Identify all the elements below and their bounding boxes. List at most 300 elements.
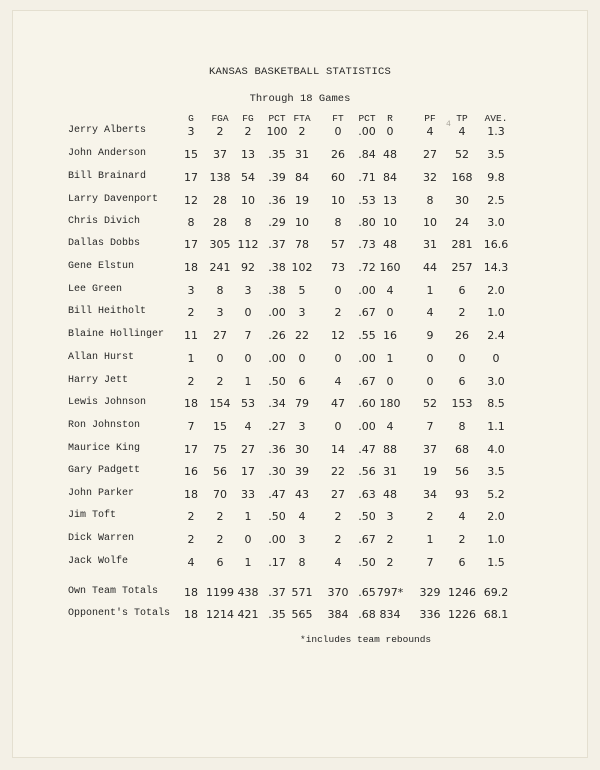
- row-name: Gary Padgett: [68, 465, 141, 476]
- column-header: FTA: [293, 113, 311, 124]
- stat-cell: .84: [358, 148, 376, 161]
- stat-cell: 52: [423, 397, 437, 410]
- stat-cell: 0: [334, 284, 342, 297]
- stat-cell: 16.6: [483, 238, 509, 251]
- stat-cell: 2: [334, 533, 342, 546]
- stat-cell: 19: [295, 194, 309, 207]
- player-row: [0, 329, 600, 347]
- stat-cell: 0: [426, 352, 434, 365]
- stat-cell: 4: [298, 510, 306, 523]
- stat-cell: 421: [237, 608, 259, 621]
- totals-row: [0, 608, 600, 626]
- stat-cell: 48: [383, 238, 397, 251]
- handwritten-mark: 4: [446, 120, 451, 129]
- stat-cell: 39: [295, 465, 309, 478]
- stat-cell: .68: [358, 608, 376, 621]
- stat-cell: 100: [266, 125, 288, 138]
- player-row: [0, 261, 600, 279]
- player-row: [0, 216, 600, 234]
- stat-cell: 48: [383, 148, 397, 161]
- stat-cell: 2.5: [487, 194, 505, 207]
- stat-cell: 2.0: [487, 510, 505, 523]
- stat-cell: .50: [358, 510, 376, 523]
- stat-cell: 70: [213, 488, 227, 501]
- stat-cell: 3: [187, 125, 195, 138]
- stat-cell: 15: [213, 420, 227, 433]
- stat-cell: .65: [358, 586, 376, 599]
- stat-cell: 8: [187, 216, 195, 229]
- stat-cell: 1.1: [487, 420, 505, 433]
- stat-cell: 56: [455, 465, 469, 478]
- stat-cell: 2.0: [487, 284, 505, 297]
- stat-cell: 2: [216, 125, 224, 138]
- stat-cell: .00: [358, 125, 376, 138]
- stat-cell: 4: [426, 306, 434, 319]
- column-header: PCT: [268, 113, 286, 124]
- stat-cell: .34: [268, 397, 286, 410]
- stat-cell: 1.0: [487, 533, 505, 546]
- column-header: FGA: [211, 113, 229, 124]
- stat-cell: 4: [334, 556, 342, 569]
- player-row: [0, 443, 600, 461]
- stat-cell: 2: [334, 306, 342, 319]
- stat-cell: 4: [426, 125, 434, 138]
- document-subtitle: Through 18 Games: [249, 93, 351, 105]
- stat-cell: 31: [423, 238, 437, 251]
- stat-cell: 26: [455, 329, 469, 342]
- stat-cell: 3.0: [487, 216, 505, 229]
- stat-cell: 60: [331, 171, 345, 184]
- stat-cell: 18: [184, 261, 198, 274]
- stat-cell: 15: [184, 148, 198, 161]
- stat-cell: 32: [423, 171, 437, 184]
- player-row: [0, 148, 600, 166]
- stat-cell: 69.2: [483, 586, 509, 599]
- stat-cell: 30: [455, 194, 469, 207]
- column-header: TP: [456, 113, 468, 124]
- stat-cell: 6: [298, 375, 306, 388]
- stat-cell: 84: [383, 171, 397, 184]
- stat-cell: .50: [268, 510, 286, 523]
- stat-cell: 154: [209, 397, 231, 410]
- stat-cell: 0: [334, 125, 342, 138]
- stat-cell: .47: [268, 488, 286, 501]
- stat-cell: .36: [268, 443, 286, 456]
- stat-cell: 6: [216, 556, 224, 569]
- stat-cell: 0: [458, 352, 466, 365]
- stat-cell: 6: [458, 284, 466, 297]
- stat-cell: 2: [386, 556, 394, 569]
- stat-cell: .00: [358, 352, 376, 365]
- stat-cell: 6: [458, 375, 466, 388]
- stat-cell: 4.0: [487, 443, 505, 456]
- player-row: [0, 420, 600, 438]
- stat-cell: 281: [451, 238, 473, 251]
- stat-cell: 3.5: [487, 148, 505, 161]
- stat-cell: 37: [423, 443, 437, 456]
- stat-cell: .67: [358, 375, 376, 388]
- stat-cell: 257: [451, 261, 473, 274]
- stat-cell: 0: [426, 375, 434, 388]
- row-name: Chris Divich: [68, 216, 141, 227]
- stat-cell: 1: [244, 375, 252, 388]
- player-row: [0, 533, 600, 551]
- stat-cell: 10: [241, 194, 255, 207]
- stat-cell: .26: [268, 329, 286, 342]
- stat-cell: 8: [244, 216, 252, 229]
- row-name: Jim Toft: [68, 510, 117, 521]
- stat-cell: .00: [268, 352, 286, 365]
- stat-cell: 26: [331, 148, 345, 161]
- stat-cell: 2: [187, 375, 195, 388]
- stat-cell: 0: [244, 533, 252, 546]
- player-row: [0, 375, 600, 393]
- column-header: FT: [332, 113, 344, 124]
- stat-cell: 18: [184, 608, 198, 621]
- row-name: Dallas Dobbs: [68, 238, 141, 249]
- stat-cell: 34: [423, 488, 437, 501]
- stat-cell: 329: [419, 586, 441, 599]
- stat-cell: 0: [386, 306, 394, 319]
- stat-cell: 3: [298, 420, 306, 433]
- stat-cell: 438: [237, 586, 259, 599]
- row-name: Opponent's Totals: [68, 608, 171, 619]
- stat-cell: 1: [187, 352, 195, 365]
- stat-cell: 12: [331, 329, 345, 342]
- stat-cell: 8: [298, 556, 306, 569]
- stat-cell: 73: [331, 261, 345, 274]
- stat-cell: 18: [184, 488, 198, 501]
- stat-cell: 4: [386, 284, 394, 297]
- stat-cell: 7: [244, 329, 252, 342]
- row-name: Allan Hurst: [68, 352, 135, 363]
- stat-cell: 5: [298, 284, 306, 297]
- stat-cell: 5.2: [487, 488, 505, 501]
- column-header: FG: [242, 113, 254, 124]
- stat-cell: .17: [268, 556, 286, 569]
- stat-cell: 27: [423, 148, 437, 161]
- stat-cell: .38: [268, 284, 286, 297]
- stat-cell: 153: [451, 397, 473, 410]
- stat-cell: 3: [187, 284, 195, 297]
- stat-cell: 1: [386, 352, 394, 365]
- document-title: KANSAS BASKETBALL STATISTICS: [208, 66, 392, 78]
- stat-cell: 16: [383, 329, 397, 342]
- stat-cell: 8: [426, 194, 434, 207]
- stat-cell: 2: [458, 306, 466, 319]
- player-row: [0, 284, 600, 302]
- stat-cell: 11: [184, 329, 198, 342]
- stat-cell: 10: [295, 216, 309, 229]
- stat-cell: .37: [268, 238, 286, 251]
- stat-cell: 6: [458, 556, 466, 569]
- stat-cell: 1199: [206, 586, 234, 599]
- stat-cell: 1.0: [487, 306, 505, 319]
- column-header: G: [188, 113, 194, 124]
- stat-cell: .35: [268, 608, 286, 621]
- player-row: [0, 352, 600, 370]
- stat-cell: 28: [213, 216, 227, 229]
- stat-cell: 0: [386, 125, 394, 138]
- stat-cell: 12: [184, 194, 198, 207]
- stat-cell: 3.0: [487, 375, 505, 388]
- stat-cell: .56: [358, 465, 376, 478]
- stat-cell: 370: [327, 586, 349, 599]
- column-header: R: [387, 113, 393, 124]
- stat-cell: 18: [184, 586, 198, 599]
- stat-cell: 305: [209, 238, 231, 251]
- stat-cell: 19: [423, 465, 437, 478]
- stat-cell: 54: [241, 171, 255, 184]
- stat-cell: 9.8: [487, 171, 505, 184]
- stat-cell: 834: [379, 608, 401, 621]
- stat-cell: 3: [216, 306, 224, 319]
- stat-cell: 168: [451, 171, 473, 184]
- stat-cell: 112: [237, 238, 259, 251]
- stat-cell: 336: [419, 608, 441, 621]
- row-name: Jack Wolfe: [68, 556, 129, 567]
- stat-cell: .00: [268, 306, 286, 319]
- stat-cell: 2: [426, 510, 434, 523]
- stat-cell: 2.4: [487, 329, 505, 342]
- stat-cell: .73: [358, 238, 376, 251]
- stat-cell: .36: [268, 194, 286, 207]
- stat-cell: .00: [358, 420, 376, 433]
- stat-cell: 7: [426, 556, 434, 569]
- stat-cell: 1246: [448, 586, 476, 599]
- stat-cell: 8: [334, 216, 342, 229]
- stat-cell: 2: [187, 533, 195, 546]
- player-row: [0, 488, 600, 506]
- stat-cell: .80: [358, 216, 376, 229]
- column-header: AVE.: [484, 113, 508, 124]
- stat-cell: 93: [455, 488, 469, 501]
- row-name: Harry Jett: [68, 375, 129, 386]
- stat-cell: .38: [268, 261, 286, 274]
- stat-cell: 2: [458, 533, 466, 546]
- stat-cell: 57: [331, 238, 345, 251]
- row-name: Maurice King: [68, 443, 141, 454]
- stat-cell: .50: [268, 375, 286, 388]
- stat-cell: 0: [334, 352, 342, 365]
- stat-cell: 16: [184, 465, 198, 478]
- stat-cell: 3: [298, 306, 306, 319]
- stat-cell: 10: [331, 194, 345, 207]
- stat-cell: 571: [291, 586, 313, 599]
- stat-cell: .50: [358, 556, 376, 569]
- player-row: [0, 125, 600, 143]
- stat-cell: 84: [295, 171, 309, 184]
- stat-cell: 8: [458, 420, 466, 433]
- stat-cell: 0: [244, 352, 252, 365]
- stat-cell: 27: [213, 329, 227, 342]
- stat-cell: 31: [383, 465, 397, 478]
- stat-cell: .67: [358, 533, 376, 546]
- stat-cell: 384: [327, 608, 349, 621]
- stat-cell: 2: [216, 510, 224, 523]
- stat-cell: 3: [244, 284, 252, 297]
- stat-cell: 1.5: [487, 556, 505, 569]
- stat-cell: 79: [295, 397, 309, 410]
- stat-cell: .39: [268, 171, 286, 184]
- stat-cell: 18: [184, 397, 198, 410]
- stat-cell: 22: [331, 465, 345, 478]
- stat-cell: 1: [426, 533, 434, 546]
- stat-cell: 17: [241, 465, 255, 478]
- stat-cell: 43: [295, 488, 309, 501]
- row-name: Gene Elstun: [68, 261, 135, 272]
- stat-cell: 24: [455, 216, 469, 229]
- stat-cell: 565: [291, 608, 313, 621]
- row-name: Bill Brainard: [68, 171, 147, 182]
- stat-cell: 22: [295, 329, 309, 342]
- stat-cell: 33: [241, 488, 255, 501]
- stat-cell: 4: [244, 420, 252, 433]
- stat-cell: 10: [423, 216, 437, 229]
- stat-cell: 17: [184, 238, 198, 251]
- stat-cell: 37: [213, 148, 227, 161]
- stat-cell: 8.5: [487, 397, 505, 410]
- stat-cell: 17: [184, 443, 198, 456]
- stat-cell: 1214: [206, 608, 234, 621]
- totals-row: [0, 586, 600, 604]
- stat-cell: 17: [184, 171, 198, 184]
- footnote: *includes team rebounds: [300, 634, 432, 645]
- row-name: Lee Green: [68, 284, 123, 295]
- player-row: [0, 194, 600, 212]
- stat-cell: 797*: [376, 586, 404, 599]
- stat-cell: .35: [268, 148, 286, 161]
- player-row: [0, 238, 600, 256]
- stat-cell: 4: [458, 125, 466, 138]
- stat-cell: .67: [358, 306, 376, 319]
- stat-cell: 13: [383, 194, 397, 207]
- stat-cell: 1: [244, 556, 252, 569]
- stat-cell: 2: [216, 533, 224, 546]
- player-row: [0, 306, 600, 324]
- stat-cell: 4: [187, 556, 195, 569]
- stat-cell: .30: [268, 465, 286, 478]
- stat-cell: 4: [386, 420, 394, 433]
- stat-cell: 0: [298, 352, 306, 365]
- stat-cell: 53: [241, 397, 255, 410]
- stat-cell: 13: [241, 148, 255, 161]
- column-header: PCT: [358, 113, 376, 124]
- stat-cell: 68: [455, 443, 469, 456]
- stat-cell: 31: [295, 148, 309, 161]
- stat-cell: .53: [358, 194, 376, 207]
- stat-cell: 7: [187, 420, 195, 433]
- stat-cell: 92: [241, 261, 255, 274]
- stat-cell: 3: [386, 510, 394, 523]
- stat-cell: 3: [298, 533, 306, 546]
- stat-cell: 78: [295, 238, 309, 251]
- stat-cell: .29: [268, 216, 286, 229]
- stat-cell: 1: [244, 510, 252, 523]
- stat-cell: 0: [492, 352, 500, 365]
- stat-cell: 56: [213, 465, 227, 478]
- stat-cell: 47: [331, 397, 345, 410]
- column-header: PF: [424, 113, 436, 124]
- stat-cell: .60: [358, 397, 376, 410]
- stat-cell: 2: [298, 125, 306, 138]
- row-name: Dick Warren: [68, 533, 135, 544]
- stat-cell: 0: [386, 375, 394, 388]
- stat-cell: 1.3: [487, 125, 505, 138]
- stat-cell: 0: [334, 420, 342, 433]
- stat-cell: 2: [334, 510, 342, 523]
- row-name: Jerry Alberts: [68, 125, 147, 136]
- stat-cell: .00: [268, 533, 286, 546]
- stat-cell: 180: [379, 397, 401, 410]
- stat-cell: 2: [216, 375, 224, 388]
- stat-cell: 30: [295, 443, 309, 456]
- stat-cell: 2: [386, 533, 394, 546]
- stat-cell: 27: [331, 488, 345, 501]
- stat-cell: 102: [291, 261, 313, 274]
- row-name: John Anderson: [68, 148, 147, 159]
- stat-cell: 2: [187, 306, 195, 319]
- stat-cell: 3.5: [487, 465, 505, 478]
- stat-cell: 10: [383, 216, 397, 229]
- player-row: [0, 465, 600, 483]
- row-name: Blaine Hollinger: [68, 329, 165, 340]
- player-row: [0, 397, 600, 415]
- player-row: [0, 510, 600, 528]
- stat-cell: .63: [358, 488, 376, 501]
- stat-cell: 27: [241, 443, 255, 456]
- row-name: Own Team Totals: [68, 586, 159, 597]
- stat-cell: 14.3: [483, 261, 509, 274]
- stat-cell: 75: [213, 443, 227, 456]
- player-row: [0, 556, 600, 574]
- stat-cell: .71: [358, 171, 376, 184]
- row-name: Ron Johnston: [68, 420, 141, 431]
- stat-cell: 2: [187, 510, 195, 523]
- stat-cell: 52: [455, 148, 469, 161]
- stat-cell: 48: [383, 488, 397, 501]
- stat-cell: 241: [209, 261, 231, 274]
- stat-cell: 7: [426, 420, 434, 433]
- stat-cell: 14: [331, 443, 345, 456]
- stat-cell: 2: [244, 125, 252, 138]
- stat-cell: 4: [334, 375, 342, 388]
- stat-cell: 9: [426, 329, 434, 342]
- stat-cell: 68.1: [483, 608, 509, 621]
- stat-cell: 8: [216, 284, 224, 297]
- row-name: Bill Heitholt: [68, 306, 147, 317]
- row-name: Larry Davenport: [68, 194, 159, 205]
- stat-cell: .72: [358, 261, 376, 274]
- stat-cell: .00: [358, 284, 376, 297]
- stat-cell: .27: [268, 420, 286, 433]
- stat-cell: 1: [426, 284, 434, 297]
- row-name: Lewis Johnson: [68, 397, 147, 408]
- stat-cell: 160: [379, 261, 401, 274]
- stat-cell: .47: [358, 443, 376, 456]
- stat-cell: 88: [383, 443, 397, 456]
- stat-cell: .55: [358, 329, 376, 342]
- stat-cell: 28: [213, 194, 227, 207]
- stat-cell: 1226: [448, 608, 476, 621]
- stat-cell: 0: [216, 352, 224, 365]
- player-row: [0, 171, 600, 189]
- stat-cell: 4: [458, 510, 466, 523]
- stat-cell: 0: [244, 306, 252, 319]
- row-name: John Parker: [68, 488, 135, 499]
- stat-cell: 44: [423, 261, 437, 274]
- stat-cell: 138: [209, 171, 231, 184]
